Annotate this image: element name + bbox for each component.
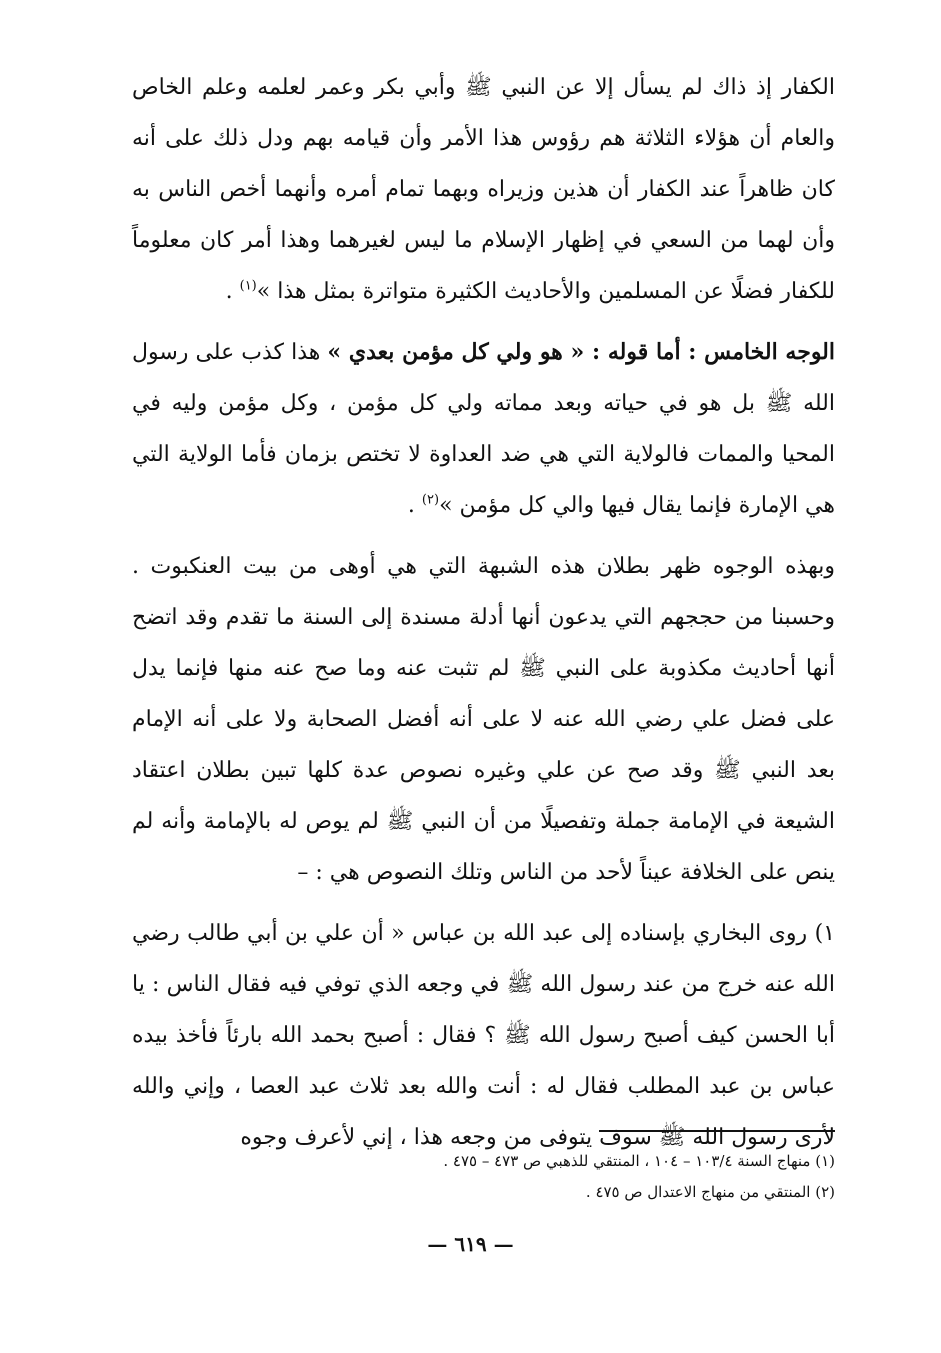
paragraph-4 — [132, 908, 835, 1163]
paragraph-2-text: هذا كذب على رسول الله ﷺ بل هو في حياته وبعد مماته ولي كل مؤمن ، وكل مؤمن وليه في المحيا والممات فالولاية التي هي ضد العداوة لا تختص بزمان فأما الولاية التي هي الإمارة فإنما يقال فيها والي كل مؤمن » — [132, 340, 835, 518]
footnote-divider — [599, 1130, 835, 1132]
paragraph-2-tail: . — [407, 493, 422, 518]
paragraph-1-text: الكفار إذ ذاك لم يسأل إلا عن النبي ﷺ وأبي بكر وعمر لعلمه وعلم الخاص والعام أن هؤلاء الثلاثة هم رؤوس هذا الأمر وأن قيامه بهم ودل ذلك على أنه كان ظاهراً عند الكفار أن هذين وزيراه وبهما تمام أمره وأنهما أخص الناس به وأن لهما من السعي في إظهار الإسلام ما ليس لغيرهما وهذا أمر كان معلوماً للكفار فضلًا عن المسلمين والأحاديث الكثيرة متواترة بمثل هذا » — [132, 75, 835, 304]
paragraph-3-text: وبهذه الوجوه ظهر بطلان هذه الشبهة التي هي أوهى من بيت العنكبوت . وحسبنا من حججهم التي يدعون أنها أدلة مسندة إلى السنة ما تقدم وقد اتضح أنها أحاديث مكذوبة على النبي ﷺ لم تثبت عنه وما صح عنه منها فإنما يدل على فضل علي رضي الله عنه لا على أنه أفضل الصحابة ولا على أنه الإمام بعد النبي ﷺ وقد صح عن علي وغيره نصوص عدة كلها تبين بطلان اعتقاد الشيعة في الإمامة جملة وتفصيلًا من أن النبي ﷺ لم يوص له بالإمامة وأنه لم ينص على الخلافة عيناً لأحد من الناس وتلك النصوص هي : – — [132, 554, 835, 885]
footnote-ref-2[interactable]: (٢) — [421, 492, 440, 508]
footnotes — [132, 1146, 835, 1208]
footnote-2: (٢) المنتقي من منهاج الاعتدال ص ٤٧٥ . — [585, 1183, 835, 1201]
section-heading: الوجه الخامس : أما قوله : « هو ولي كل مؤمن بعدي » — [327, 339, 835, 365]
paragraph-1-tail: . — [225, 279, 240, 304]
paragraph-2 — [132, 327, 835, 531]
footnote-1: (١) منهاج السنة ١٠٣/٤ – ١٠٤ ، المنتقي للذهبي ص ٤٧٣ – ٤٧٥ . — [443, 1152, 835, 1170]
page-number: — ٦١٩ — — [427, 1232, 514, 1256]
paragraph-3 — [132, 541, 835, 898]
paragraph-4-text: ١) روى البخاري بإسناده إلى عبد الله بن عباس « أن علي بن أبي طالب رضي الله عنه خرج من عند رسول الله ﷺ في وجعه الذي توفي فيه فقال الناس : يا أبا الحسن كيف أصبح رسول الله ﷺ ؟ فقال : أصبح بحمد الله بارئاً فأخذ بيده عباس بن عبد المطلب فقال له : أنت والله بعد ثلاث عبد العصا ، وإني والله لأرى رسول الله ﷺ سوف يتوفى من وجعه هذا ، إني لأعرف وجوه — [132, 921, 835, 1150]
paragraph-1 — [132, 62, 835, 317]
footnote-ref-1[interactable]: (١) — [239, 278, 257, 294]
